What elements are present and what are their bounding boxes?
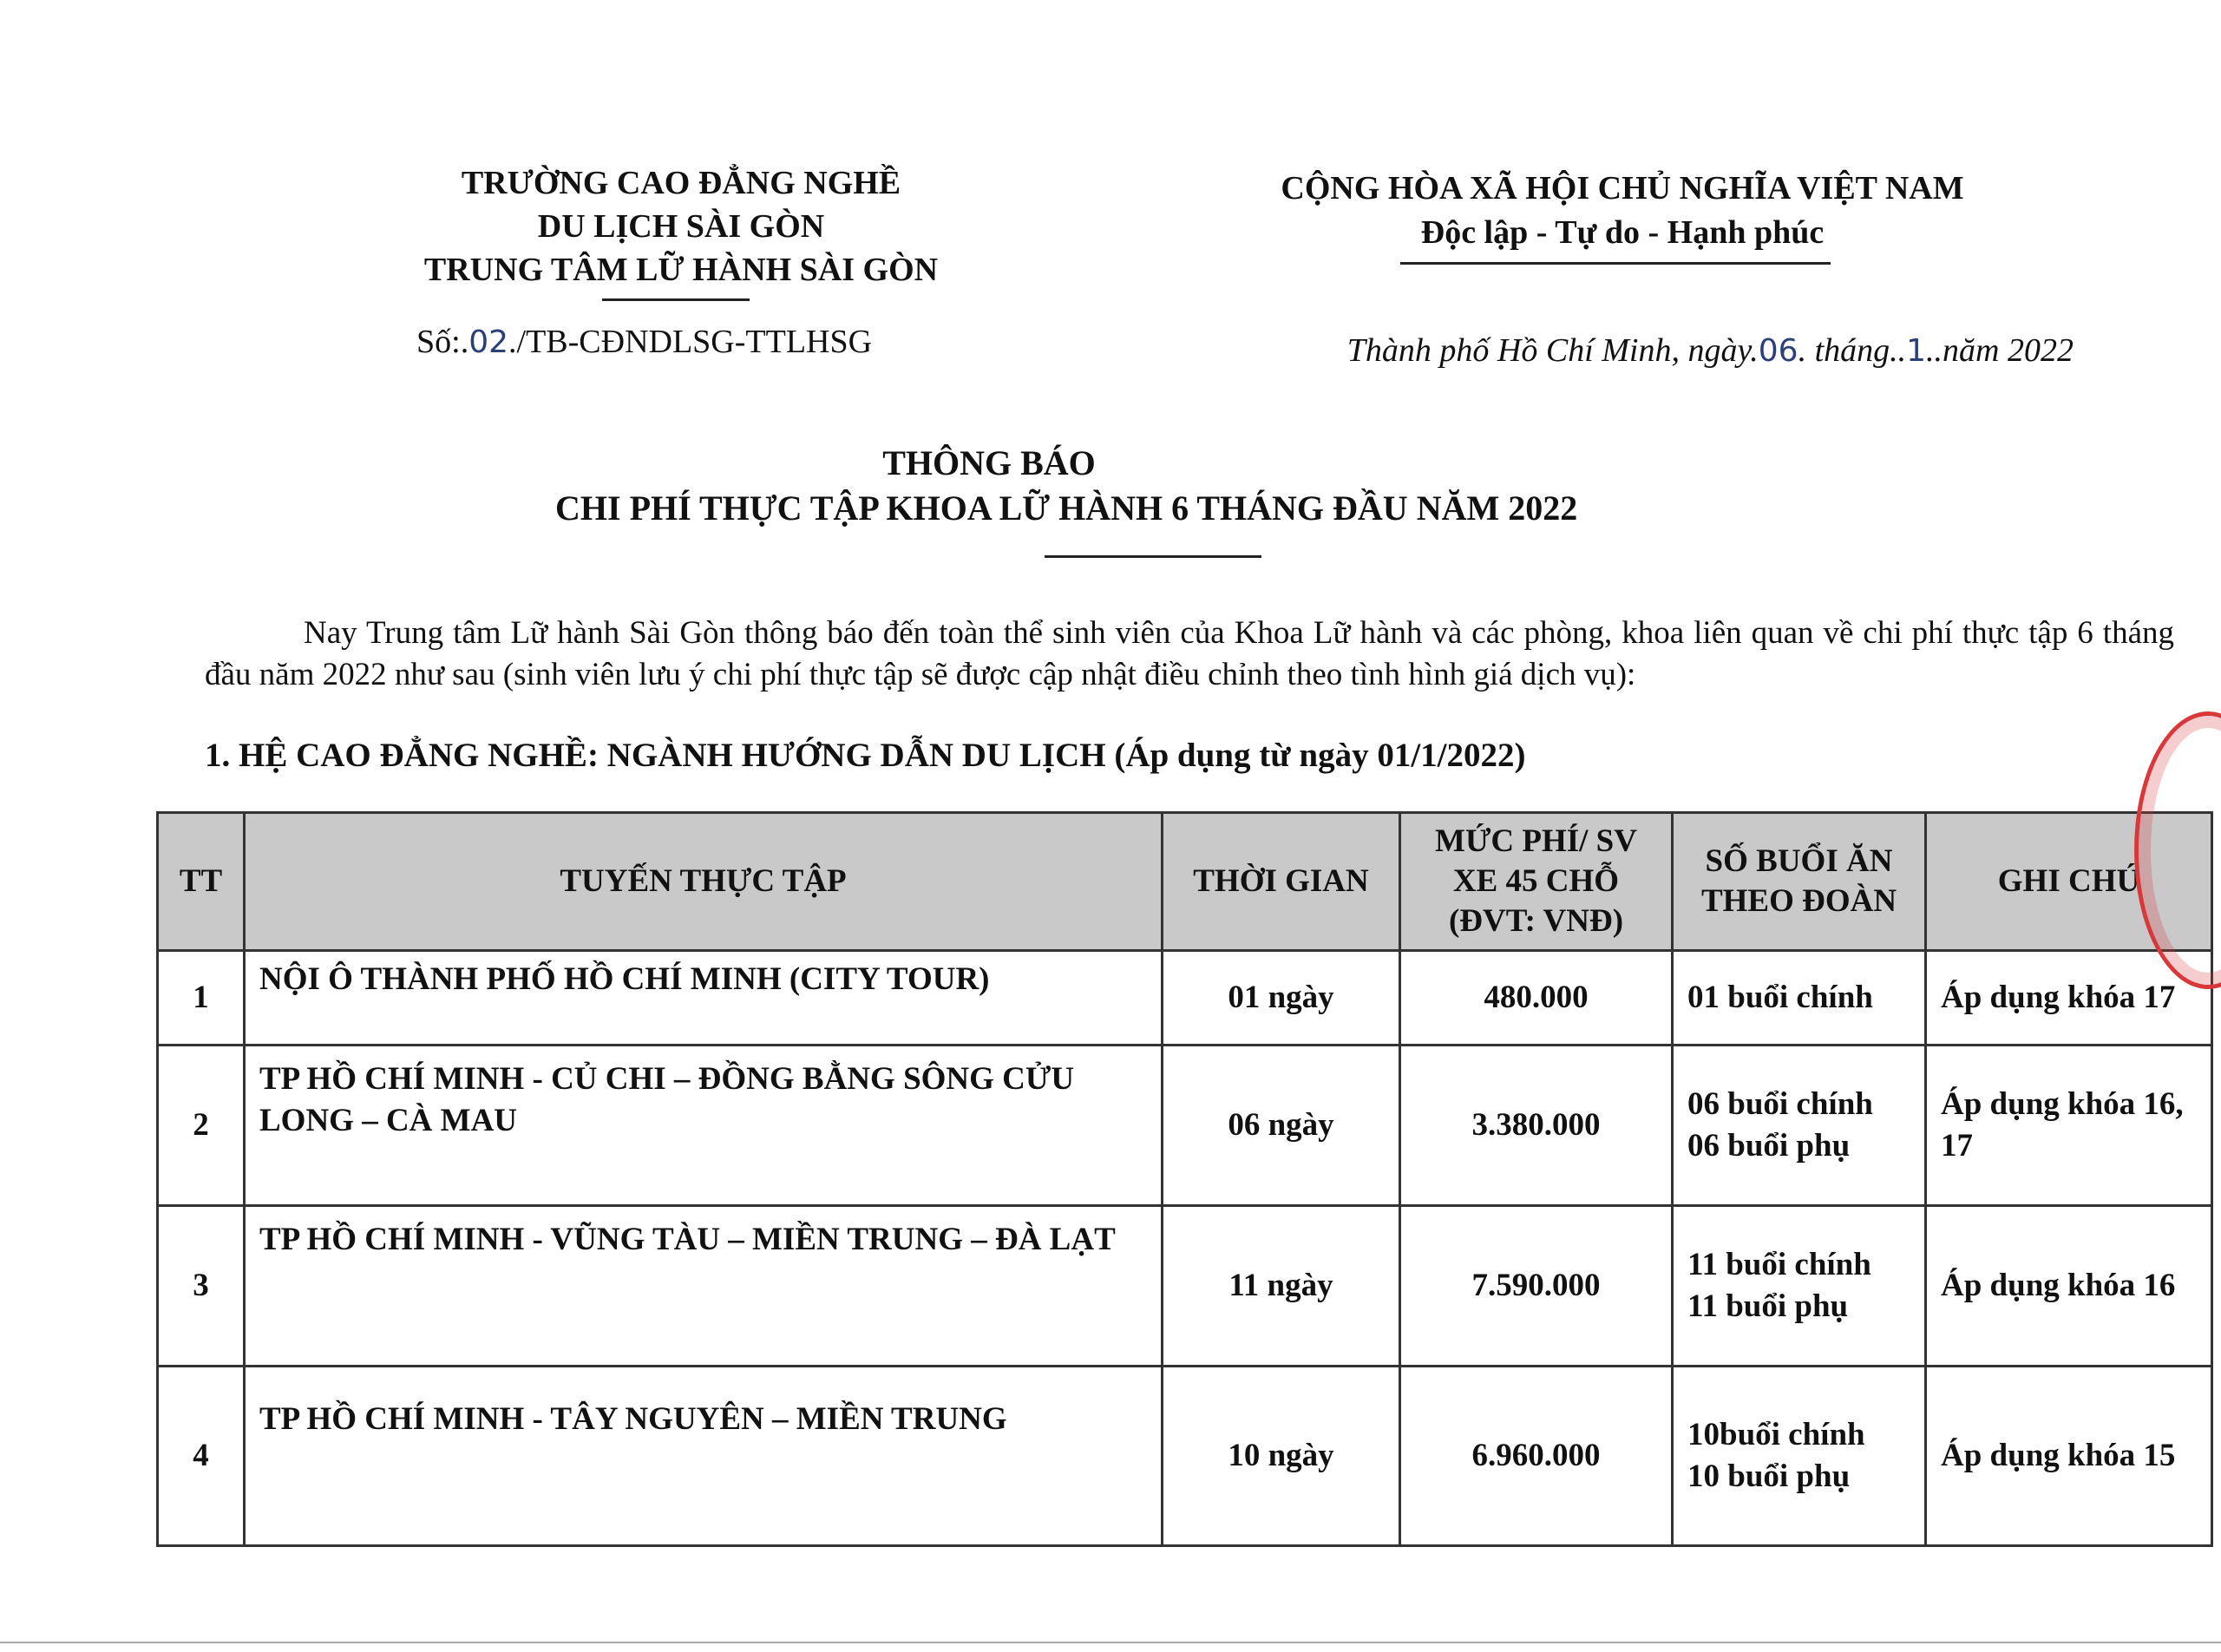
cell-meals [1673,1046,1926,1206]
page-bottom-edge [0,1642,2221,1643]
doc-number-handwritten: 02 [468,324,509,360]
issuer-line-2: DU LỊCH SÀI GÒN [537,208,825,245]
meals-extra: 10 buổi phụ [1687,1459,1851,1494]
table-row [158,1206,2212,1367]
national-motto-block [1232,167,2013,255]
col-header-time: THỜI GIAN [1163,813,1400,951]
date-mid: . tháng.. [1798,332,1907,369]
meals-main: 01 buổi chính [1687,980,1873,1015]
meals-main: 06 buổi chính [1687,1086,1873,1122]
cell-fee: 480.000 [1400,951,1673,1046]
notice-title: THÔNG BÁO [882,443,1096,482]
cell-route: TP HỒ CHÍ MINH - CỦ CHI – ĐỒNG BẰNG SÔNG CỬU LONG – CÀ MAU [245,1046,1163,1206]
cell-tt: 2 [158,1046,245,1206]
cell-meals [1673,951,1926,1046]
cell-route: TP HỒ CHÍ MINH - VŨNG TÀU – MIỀN TRUNG – ĐÀ LẠT [245,1206,1163,1367]
meals-extra: 06 buổi phụ [1687,1128,1851,1164]
cell-tt: 1 [158,951,245,1046]
notice-subtitle: CHI PHÍ THỰC TẬP KHOA LỮ HÀNH 6 THÁNG ĐẦU NĂM 2022 [555,488,1578,528]
intro-text: Nay Trung tâm Lữ hành Sài Gòn thông báo đến toàn thể sinh viên của Khoa Lữ hành và các phòng, khoa liên quan về chi phí thực tập 6 tháng đầu năm 2022 như sau (sinh viên lưu ý chi phí thực tập sẽ được cập nhật điều chỉnh theo tình hình giá dịch vụ): [205,615,2174,692]
title-underline [1045,555,1261,558]
fee-header-line-2: XE 45 CHỖ [1452,863,1620,899]
cell-time: 06 ngày [1163,1046,1400,1206]
col-header-note: GHI CHÚ [1926,813,2212,951]
col-header-meals [1673,813,1926,951]
cell-fee: 3.380.000 [1400,1046,1673,1206]
doc-number-suffix: ./TB-CĐNDLSG-TTLHSG [508,324,873,360]
cell-time: 11 ngày [1163,1206,1400,1367]
doc-number-prefix: Số:. [416,324,469,360]
cell-meals [1673,1367,1926,1546]
date-day-handwritten: 06 [1758,333,1798,369]
issuer-line-3: TRUNG TÂM LỮ HÀNH SÀI GÒN [423,252,939,288]
table-header-row [158,813,2212,951]
fee-header-line-1: MỨC PHÍ/ SV [1435,823,1637,859]
section-1-applies: (Áp dụng từ ngày 01/1/2022) [1114,737,1526,774]
nation-name: CỘNG HÒA XÃ HỘI CHỦ NGHĨA VIỆT NAM [1281,170,1964,206]
cell-time: 10 ngày [1163,1367,1400,1546]
date-month-handwritten: 1 [1906,333,1927,369]
motto: Độc lập - Tự do - Hạnh phúc [1420,214,1825,251]
cell-tt: 4 [158,1367,245,1546]
issuer-underline [602,298,750,301]
col-header-tt: TT [158,813,245,951]
section-1-heading [205,736,1766,775]
notice-title-block [555,441,1578,531]
intro-paragraph [205,613,2174,696]
table-row [158,951,2212,1046]
cell-note: Áp dụng khóa 17 [1926,951,2212,1046]
document-number [416,323,954,361]
issuer-block [364,161,998,292]
table-row [158,1367,2212,1546]
cell-fee: 6.960.000 [1400,1367,1673,1546]
cell-tt: 3 [158,1206,245,1367]
document-date [1275,331,2074,370]
meals-main: 11 buổi chính [1687,1247,1871,1282]
motto-underline [1400,262,1831,265]
col-header-route: TUYẾN THỰC TẬP [245,813,1163,951]
cell-fee: 7.590.000 [1400,1206,1673,1367]
meals-extra: 11 buổi phụ [1687,1288,1849,1324]
table-row [158,1046,2212,1206]
meals-main: 10buổi chính [1687,1417,1865,1452]
fee-header-line-3: (ĐVT: VNĐ) [1448,903,1624,939]
meals-header-line-2: THEO ĐOÀN [1700,883,1897,919]
meals-header-line-1: SỐ BUỔI ĂN [1705,843,1893,879]
date-prefix: Thành phố Hồ Chí Minh, ngày. [1346,332,1759,369]
cell-route: NỘI Ô THÀNH PHỐ HỒ CHÍ MINH (CITY TOUR) [245,951,1163,1046]
section-1-title: 1. HỆ CAO ĐẲNG NGHỀ: NGÀNH HƯỚNG DẪN DU LỊCH [205,737,1106,774]
cell-time: 01 ngày [1163,951,1400,1046]
cell-note: Áp dụng khóa 16, 17 [1926,1046,2212,1206]
date-suffix: ..năm 2022 [1926,332,2074,369]
col-header-fee [1400,813,1673,951]
cell-route: TP HỒ CHÍ MINH - TÂY NGUYÊN – MIỀN TRUNG [245,1367,1163,1546]
cell-note: Áp dụng khóa 15 [1926,1367,2212,1546]
cell-meals [1673,1206,1926,1367]
issuer-line-1: TRƯỜNG CAO ĐẲNG NGHỀ [461,165,901,201]
internship-fee-table [156,811,2213,1547]
cell-note: Áp dụng khóa 16 [1926,1206,2212,1367]
